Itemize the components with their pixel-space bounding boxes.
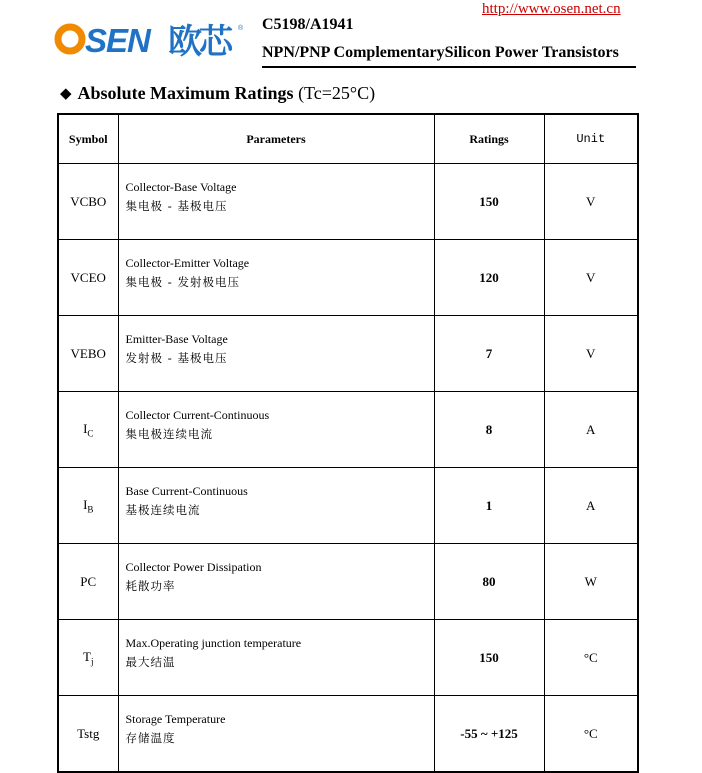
header-ratings: Ratings [434,114,544,164]
rating-cell: 8 [434,392,544,468]
symbol-text: I [83,496,88,512]
parameter-cell [118,164,434,240]
unit-cell: V [544,316,638,392]
table-header-row [58,114,638,164]
table-row [58,696,638,773]
header-symbol: Symbol [58,114,118,164]
table-row [58,316,638,392]
parameter-cell [118,240,434,316]
symbol-cell [58,240,118,316]
section-condition: (Tc=25°C) [298,83,376,103]
parameter-chinese: 最大结温 [125,655,176,669]
rating-cell: 120 [434,240,544,316]
parameter-english: Emitter-Base Voltage [125,332,228,346]
parameter-chinese: 集电极 - 发射极电压 [125,275,240,289]
symbol-text: PC [80,573,97,589]
rating-cell: 150 [434,164,544,240]
table-row [58,544,638,620]
symbol-cell [58,164,118,240]
symbol-cell [58,468,118,544]
osen-logo [54,18,246,60]
document-subtitle: NPN/PNP ComplementarySilicon Power Transistors [262,44,619,61]
logo-wordmark: SEN [85,22,150,59]
symbol-cell [58,696,118,773]
parameter-chinese: 集电极连续电流 [125,427,213,441]
parameter-chinese: 存储温度 [125,731,176,745]
table-row [58,164,638,240]
symbol-subscript: B [87,504,94,515]
table-row [58,620,638,696]
unit-cell: °C [544,696,638,773]
svg-text:®: ® [238,25,244,32]
header-rule [262,66,636,68]
rating-cell: -55 ~ +125 [434,696,544,773]
logo-chinese: 欧芯 [168,22,230,60]
parameter-english: Collector-Emitter Voltage [125,256,250,270]
symbol-cell [58,544,118,620]
rating-cell: 150 [434,620,544,696]
rating-cell: 7 [434,316,544,392]
parameter-cell [118,544,434,620]
header-parameters: Parameters [118,114,434,164]
section-title [60,83,375,104]
unit-cell: V [544,240,638,316]
parameter-cell [118,392,434,468]
parameter-english: Collector-Base Voltage [125,180,237,194]
rating-cell: 1 [434,468,544,544]
unit-cell: A [544,392,638,468]
section-heading: Absolute Maximum Ratings [77,83,294,103]
parameter-chinese: 耗散功率 [125,579,176,593]
ratings-table [57,113,639,773]
parameter-english: Collector Power Dissipation [125,560,262,574]
symbol-cell [58,620,118,696]
symbol-text: I [83,420,88,436]
parameter-chinese: 发射极 - 基极电压 [125,351,228,365]
symbol-text: VCBO [70,193,107,209]
symbol-subscript: j [90,656,94,667]
table-row [58,392,638,468]
website-link[interactable]: http://www.osen.net.cn [482,1,621,17]
symbol-cell [58,392,118,468]
parameter-cell [118,316,434,392]
header-unit: Unit [544,114,638,164]
symbol-cell [58,316,118,392]
parameter-english: Collector Current-Continuous [125,408,270,422]
parameter-english: Max.Operating junction temperature [125,636,302,650]
rating-cell: 80 [434,544,544,620]
symbol-text: VEBO [70,345,106,361]
table-row [58,468,638,544]
unit-cell: V [544,164,638,240]
unit-cell: A [544,468,638,544]
parameter-chinese: 集电极 - 基极电压 [125,199,228,213]
symbol-text: VCEO [70,269,106,285]
symbol-text: Tstg [77,725,100,741]
symbol-subscript: C [87,428,94,439]
part-number: C5198/A1941 [262,16,354,33]
parameter-english: Storage Temperature [125,712,226,726]
parameter-english: Base Current-Continuous [125,484,248,498]
parameter-cell [118,468,434,544]
table-row [58,240,638,316]
diamond-bullet-icon: ◆ [60,86,72,102]
parameter-cell [118,696,434,773]
parameter-cell [118,620,434,696]
parameter-chinese: 基极连续电流 [125,503,201,517]
unit-cell: °C [544,620,638,696]
unit-cell: W [544,544,638,620]
symbol-text: T [83,648,91,664]
